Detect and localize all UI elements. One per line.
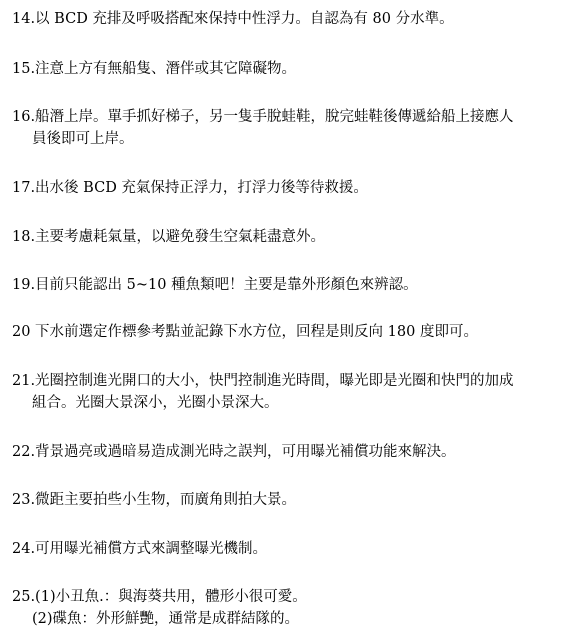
answer-line: 20 下水前選定作標參考點並記錄下水方位，回程是則反向 180 度即可。 [12, 324, 478, 340]
answer-line: 15.注意上方有無船隻、潛伴或其它障礙物。 [12, 61, 297, 77]
answer-line: 16.船潛上岸。單手抓好梯子，另一隻手脫蛙鞋，脫完蛙鞋後傳遞給船上接應人 [12, 109, 514, 125]
answer-item-20 [12, 321, 578, 343]
answer-item-15 [12, 58, 578, 80]
answer-line: 25.(1)小丑魚.：與海葵共用，體形小很可愛。 [12, 589, 307, 605]
answer-line-continuation: (2)碟魚：外形鮮艷，通常是成群結隊的。 [32, 611, 300, 627]
answer-line: 24.可用曝光補償方式來調整曝光機制。 [12, 541, 268, 557]
answer-item-19 [12, 274, 578, 296]
answer-item-17 [12, 177, 578, 199]
answer-item-18 [12, 226, 578, 248]
answer-item-22 [12, 441, 578, 463]
answer-line: 14.以 BCD 充排及呼吸搭配來保持中性浮力。自認為有 80 分水準。 [12, 11, 454, 27]
answer-item-23 [12, 489, 578, 511]
answer-line: 18.主要考慮耗氣量，以避免發生空氣耗盡意外。 [12, 229, 326, 245]
answer-line: 21.光圈控制進光開口的大小，快門控制進光時間，曝光即是光圈和快門的加成 [12, 373, 514, 389]
answer-item-21 [12, 370, 578, 414]
answer-line: 22.背景過亮或過暗易造成測光時之誤判，可用曝光補償功能來解決。 [12, 444, 456, 460]
answer-line-continuation: 組合。光圈大景深小，光圈小景深大。 [32, 395, 279, 411]
answer-item-16 [12, 106, 578, 150]
answer-item-14 [12, 8, 578, 30]
answer-line: 19.目前只能認出 5~10 種魚類吧！主要是靠外形顏色來辨認。 [12, 277, 418, 293]
answer-line-continuation: 員後即可上岸。 [32, 131, 134, 147]
answer-line: 23.微距主要拍些小生物，而廣角則拍大景。 [12, 492, 297, 508]
answer-item-24 [12, 538, 578, 560]
answer-line: 17.出水後 BCD 充氣保持正浮力，打浮力後等待救援。 [12, 180, 368, 196]
answer-item-25 [12, 586, 578, 630]
